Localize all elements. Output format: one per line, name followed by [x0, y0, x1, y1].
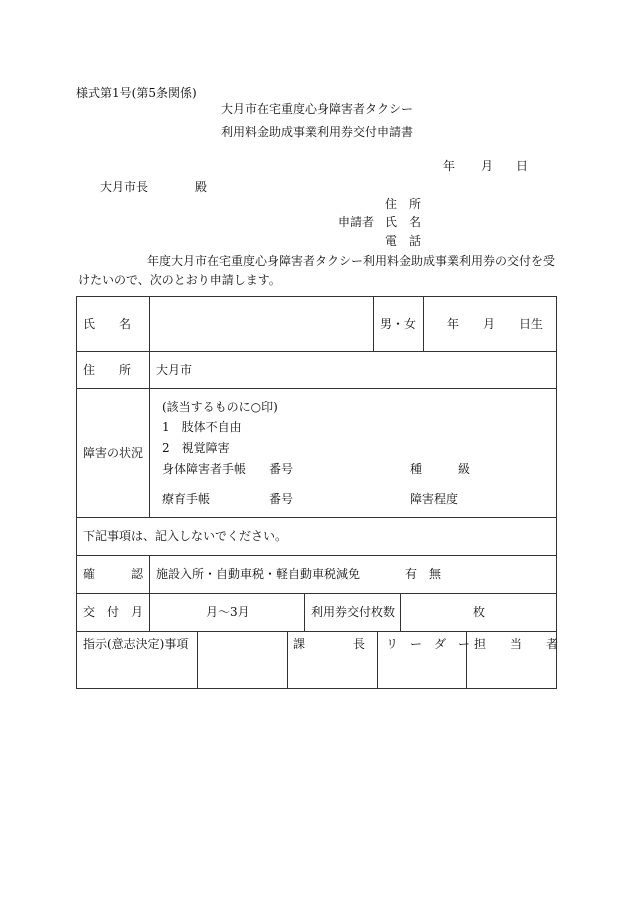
date-year: 年: [443, 159, 456, 173]
birth-date[interactable]: 年 月 日生: [447, 317, 544, 331]
instruction-label: 指示(意志決定)事項: [83, 637, 189, 651]
issue-month-label: 交 付 月: [83, 605, 144, 619]
handbook1-number-label: 番号: [269, 462, 294, 476]
handbook2-number-label: 番号: [269, 492, 294, 506]
notice-text: 下記事項は、記入しないでください。: [83, 529, 288, 543]
address-value[interactable]: 大月市: [156, 363, 193, 377]
ticket-count-label: 利用券交付枚数: [311, 605, 396, 619]
addressee: 大月市長: [100, 180, 149, 194]
applicant-label: 申請者: [338, 215, 375, 229]
intro-line1: 年度大月市在宅重度心身障害者タクシー利用料金助成事業利用券の交付を受: [147, 254, 556, 268]
applicant-name-label: 氏 名: [385, 215, 422, 229]
name-field[interactable]: [150, 297, 372, 350]
title-line2: 利用料金助成事業利用券交付申請書: [221, 125, 414, 139]
address-label: 住 所: [83, 363, 132, 377]
handbook2-label: 療育手帳: [162, 492, 211, 506]
sex-option[interactable]: 男・女: [380, 317, 417, 331]
handbook1-grade-label: 種 級: [410, 462, 471, 476]
disability-option-2[interactable]: 2 視覚障害: [162, 441, 230, 455]
disability-option-1[interactable]: 1 肢体不自由: [162, 420, 242, 434]
date-day: 日: [516, 159, 529, 173]
handbook2-degree-label: 障害程度: [410, 492, 459, 506]
confirm-value: 施設入所・自動車税・軽自動車税減免: [156, 567, 361, 581]
handbook1-label: 身体障害者手帳: [162, 462, 247, 476]
section-chief-label: 課 長: [293, 637, 366, 651]
date-month: 月: [481, 159, 494, 173]
confirm-yes-no: 有 無: [405, 567, 442, 581]
staff-label: 担 当 者: [474, 637, 559, 651]
issue-months: 月～3月: [206, 605, 250, 619]
intro-line2: けたいので、次のとおり申請します。: [78, 273, 281, 287]
confirm-label: 確 認: [83, 567, 144, 581]
addressee-honorific: 殿: [195, 180, 208, 194]
applicant-phone-label: 電 話: [385, 234, 422, 248]
name-label: 氏 名: [83, 317, 132, 331]
applicant-address-label: 住 所: [385, 197, 422, 211]
ticket-count-unit: 枚: [473, 605, 486, 619]
form-number: 様式第1号(第5条関係): [76, 86, 197, 100]
title-line1: 大月市在宅重度心身障害者タクシー: [221, 102, 414, 116]
disability-note: (該当するものに○印): [162, 400, 278, 414]
disability-label: 障害の状況: [83, 446, 144, 460]
leader-label: リ ー ダ ー: [386, 637, 471, 651]
